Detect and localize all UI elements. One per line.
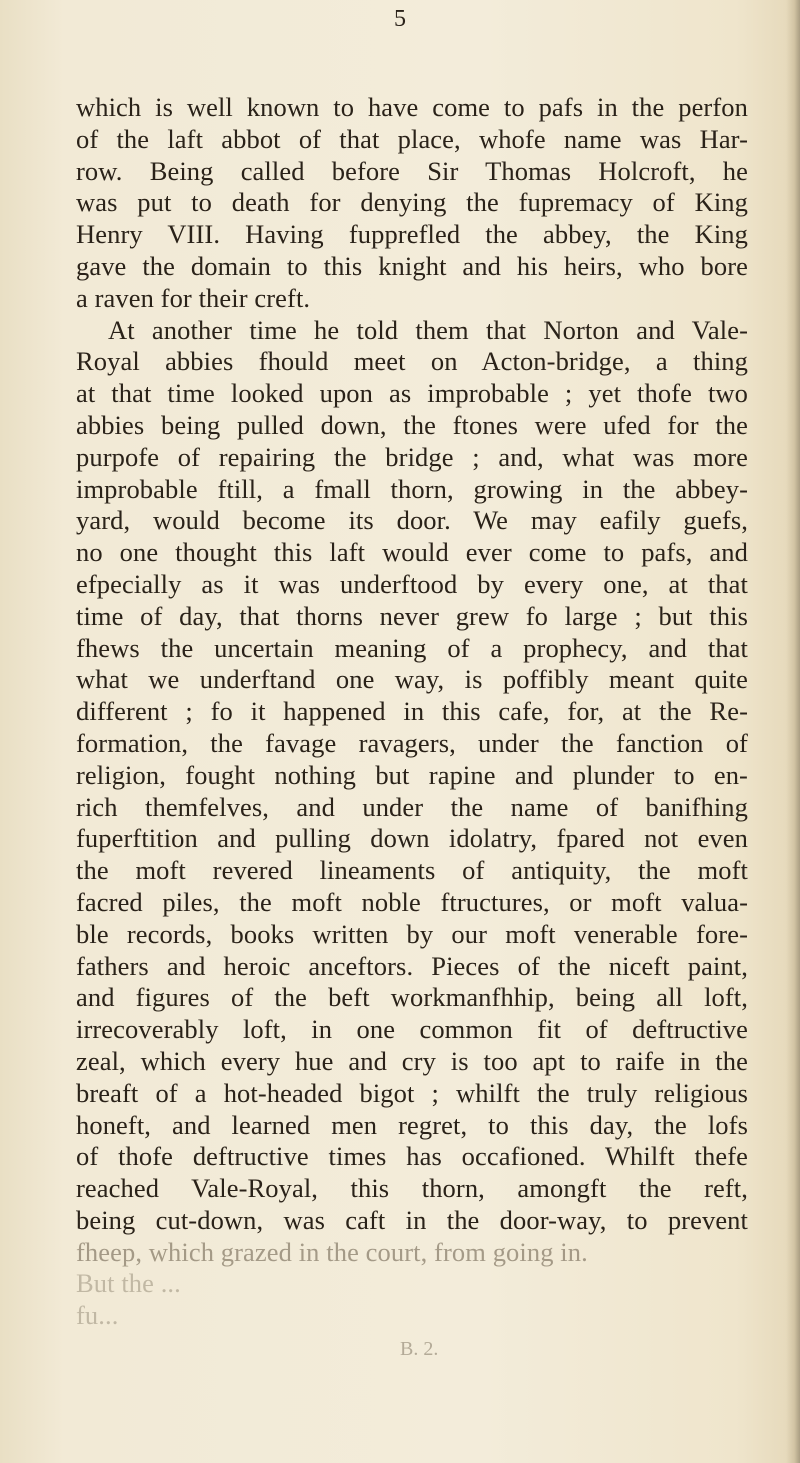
text-line: of the laft abbot of that place, whofe name was Har- — [76, 123, 748, 154]
text-line: zeal, which every hue and cry is too apt to raife in the — [76, 1045, 748, 1076]
text-line: purpofe of repairing the bridge ; and, what was more — [76, 441, 748, 472]
text-line: yard, would become its door. We may eafily guefs, — [76, 505, 748, 536]
signature-mark: B. 2. — [400, 1338, 439, 1360]
page-edge-shadow — [786, 0, 800, 1463]
text-line: rich themfelves, and under the name of banifhing — [76, 791, 748, 822]
text-line: But the ... — [76, 1268, 181, 1299]
text-line: facred piles, the moft noble ftructures, or moft valua- — [76, 886, 748, 917]
text-line: of thofe deftructive times has occafioned. Whilft thefe — [76, 1141, 748, 1172]
text-line: fu... — [76, 1300, 119, 1331]
text-line: fhews the uncertain meaning of a prophecy, and that — [76, 632, 748, 663]
page-number: 5 — [394, 6, 406, 32]
text-line: at that time looked upon as improbable ; yet thofe two — [76, 378, 748, 409]
text-line: time of day, that thorns never grew fo large ; but this — [76, 600, 748, 631]
text-line: honeft, and learned men regret, to this day, the lofs — [76, 1109, 748, 1140]
text-line: ble records, books written by our moft venerable fore- — [76, 918, 748, 949]
text-line: Royal abbies fhould meet on Acton-bridge, a thing — [76, 346, 748, 377]
text-line: Henry VIII. Having fupprefled the abbey, the King — [76, 219, 748, 250]
text-line: breaft of a hot-headed bigot ; whilft the truly religious — [76, 1077, 748, 1108]
text-line: what we underftand one way, is poffibly meant quite — [76, 664, 748, 695]
text-line: abbies being pulled down, the ftones were ufed for the — [76, 409, 748, 440]
text-line: different ; fo it happened in this cafe, for, at the Re- — [76, 696, 748, 727]
text-line: was put to death for denying the fupremacy of King — [76, 187, 748, 218]
text-line: efpecially as it was underftood by every one, at that — [76, 568, 748, 599]
text-line: being cut-down, was caft in the door-way, to prevent — [76, 1204, 748, 1235]
text-line: gave the domain to this knight and his heirs, who bore — [76, 250, 748, 281]
text-line: improbable ftill, a fmall thorn, growing in the abbey- — [76, 473, 748, 504]
text-line: fheep, which grazed in the court, from going in. — [76, 1236, 588, 1267]
text-line: fuperftition and pulling down idolatry, fpared not even — [76, 823, 748, 854]
text-line: no one thought this laft would ever come to pafs, and — [76, 537, 748, 568]
text-line: fathers and heroic anceftors. Pieces of the niceft paint, — [76, 950, 748, 981]
text-line: which is well known to have come to pafs in the perfon — [76, 92, 748, 122]
text-line: and figures of the beft workmanfhhip, being all loft, — [76, 982, 748, 1013]
body-text — [76, 92, 748, 1332]
text-line: irrecoverably loft, in one common fit of deftructive — [76, 1014, 748, 1045]
text-line: formation, the favage ravagers, under the fanction of — [76, 727, 748, 758]
text-line: a raven for their creft. — [76, 282, 311, 313]
text-line: religion, fought nothing but rapine and plunder to en- — [76, 759, 748, 790]
text-line: row. Being called before Sir Thomas Holcroft, he — [76, 155, 748, 186]
text-line: At another time he told them that Norton and Vale- — [108, 314, 748, 345]
text-line: the moft revered lineaments of antiquity, the moft — [76, 855, 748, 886]
text-line: reached Vale-Royal, this thorn, amongft the reft, — [76, 1173, 748, 1204]
